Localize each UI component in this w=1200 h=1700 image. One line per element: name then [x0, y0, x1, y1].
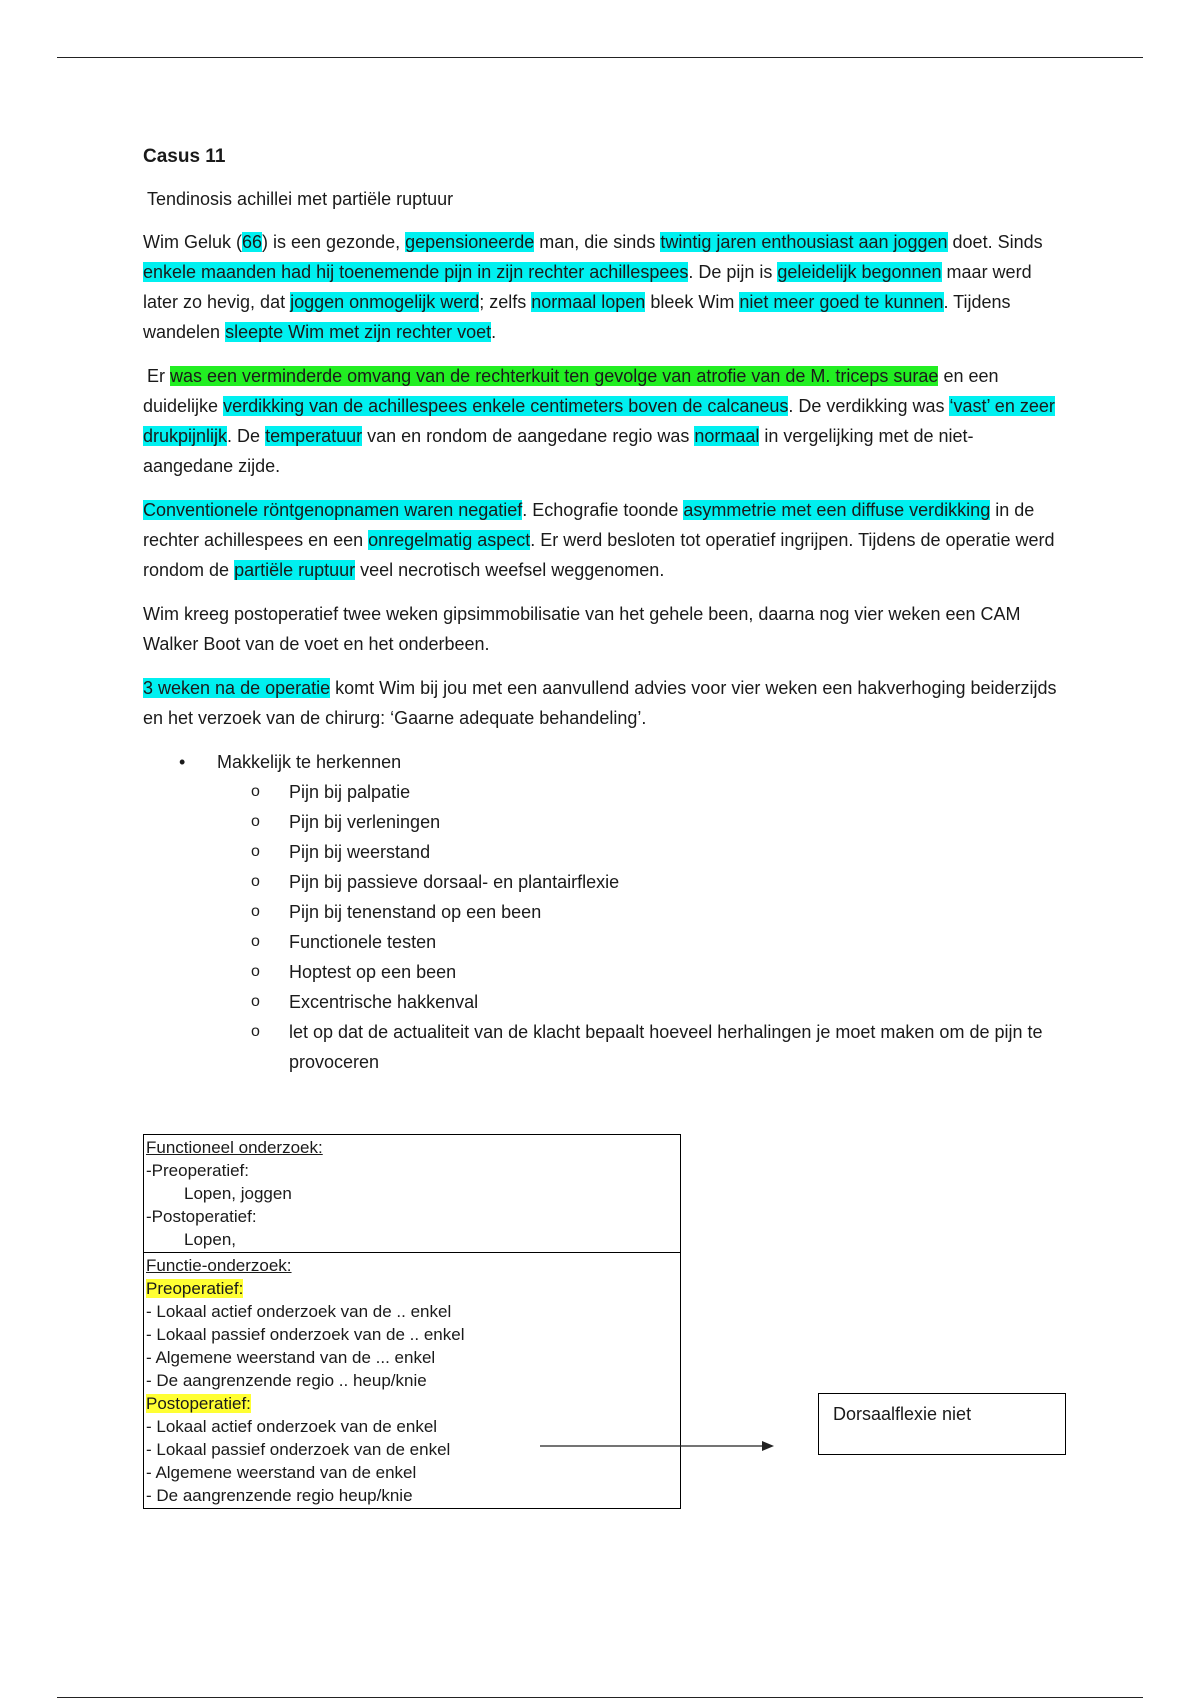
postoperatief-value: Lopen, [184, 1230, 236, 1249]
table-line: - De aangrenzende regio .. heup/knie [146, 1371, 427, 1390]
circle-bullet-icon: o [251, 963, 260, 980]
text-run: ) is een gezonde, [262, 232, 406, 252]
highlighted-text: asymmetrie met een diffuse verdikking [683, 500, 991, 520]
table-line: - Algemene weerstand van de ... enkel [146, 1348, 436, 1367]
circle-bullet-icon: o [251, 873, 260, 890]
table-line: - Lokaal passief onderzoek van de .. enkel [146, 1325, 465, 1344]
sub-list-item [251, 927, 1063, 957]
sub-list-text: Hoptest op een been [289, 962, 457, 982]
table-line: - Algemene weerstand van de enkel [146, 1463, 417, 1482]
highlighted-text: partiële ruptuur [234, 560, 356, 580]
highlighted-text: twintig jaren enthousiast aan joggen [660, 232, 948, 252]
preoperatief-value: Lopen, joggen [184, 1184, 292, 1203]
text-run: en een duidelijke [143, 366, 999, 416]
paragraph-referral [143, 673, 1063, 733]
preoperatief-label: -Preoperatief: [146, 1161, 249, 1180]
highlighted-text: sleepte Wim met zijn rechter voet [225, 322, 492, 342]
highlighted-text: Conventionele röntgenopnamen waren negatief [143, 500, 523, 520]
circle-bullet-icon: o [251, 993, 260, 1010]
sub-list-text: Pijn bij tenenstand op een been [289, 902, 542, 922]
text-run: komt Wim bij jou met een aanvullend advies voor vier weken een hakverhoging beiderzijds en het verzoek van de chirurg: ‘Gaarne adequate behandeling’. [143, 678, 1057, 728]
recognition-list [143, 747, 1063, 1077]
bullet-marker: • [179, 752, 186, 772]
highlighted-text: niet meer goed te kunnen [739, 292, 944, 312]
highlighted-text: normaal [694, 426, 760, 446]
circle-bullet-icon: o [251, 933, 260, 950]
document-title: Casus 11 [143, 146, 226, 167]
text-run: maar werd later zo hevig, dat [143, 262, 1032, 312]
functie-post-label: Postoperatief: [146, 1394, 251, 1413]
highlighted-text: temperatuur [265, 426, 363, 446]
highlighted-text: was een verminderde omvang van de rechterkuit ten gevolge van atrofie van de M. triceps surae [170, 366, 939, 386]
text-run: doet. Sinds [947, 232, 1043, 252]
text-run: in de rechter achillespees en een [143, 500, 1035, 550]
circle-bullet-icon: o [251, 783, 260, 800]
paragraph-postoperative [143, 599, 1063, 659]
list-item [179, 747, 1063, 1077]
text-run: Er [147, 366, 171, 386]
bullet-label: Makkelijk te herkennen [217, 752, 402, 772]
header-rule [57, 57, 1143, 58]
table-line: - De aangrenzende regio heup/knie [146, 1486, 413, 1505]
sub-list-text: Pijn bij verleningen [289, 812, 441, 832]
circle-bullet-icon: o [251, 813, 260, 830]
text-run: Wim Geluk ( [143, 232, 242, 252]
circle-bullet-icon: o [251, 843, 260, 860]
table-line: - Lokaal actief onderzoek van de .. enkel [146, 1302, 452, 1321]
sub-list-item [251, 837, 1063, 867]
text-run: . Tijdens wandelen [143, 292, 1011, 342]
text-run: bleek Wim [645, 292, 740, 312]
text-run: . Er werd besloten tot operatief ingrijpen. Tijdens de operatie werd rondom de [143, 530, 1055, 580]
sub-list-text: Pijn bij weerstand [289, 842, 431, 862]
sub-list-text: Pijn bij passieve dorsaal- en plantairflexie [289, 872, 620, 892]
sub-list-item [251, 807, 1063, 837]
functie-pre-label: Preoperatief: [146, 1279, 244, 1298]
sub-list-text: Pijn bij palpatie [289, 782, 411, 802]
text-run: . Echografie toonde [522, 500, 684, 520]
highlighted-text: gepensioneerde [405, 232, 535, 252]
sub-list-text: let op dat de actualiteit van de klacht bepaalt hoeveel herhalingen je moet maken om de pijn te provoceren [289, 1022, 1043, 1072]
sub-list-text: Functionele testen [289, 932, 437, 952]
footer-rule [57, 1697, 1143, 1698]
text-run: man, die sinds [534, 232, 661, 252]
note-box: Dorsaalflexie niet [818, 1393, 1066, 1455]
sub-list-item [251, 867, 1063, 897]
functie-post-label-row [146, 1392, 678, 1415]
text-run: ; zelfs [479, 292, 532, 312]
sub-list-item [251, 957, 1063, 987]
functioneel-onderzoek-cell [144, 1135, 680, 1252]
sub-list-text: Excentrische hakkenval [289, 992, 479, 1012]
sub-list [217, 777, 1063, 1077]
text-run: . De verdikking was [788, 396, 950, 416]
functie-heading: Functie-onderzoek: [146, 1256, 292, 1275]
sub-list-item [251, 987, 1063, 1017]
table-line: - Lokaal passief onderzoek van de enkel [146, 1440, 451, 1459]
highlighted-text: 3 weken na de operatie [143, 678, 331, 698]
highlighted-text: 66 [242, 232, 263, 252]
text-run: Wim kreeg postoperatief twee weken gipsimmobilisatie van het gehele been, daarna nog vier weken een CAM Walker Boot van de voet en het onderbeen. [143, 604, 1021, 654]
postoperatief-label: -Postoperatief: [146, 1207, 257, 1226]
text-run: . De pijn is [688, 262, 778, 282]
highlighted-text: geleidelijk begonnen [777, 262, 942, 282]
arrow-connector [540, 1436, 780, 1456]
functie-onderzoek-cell [144, 1252, 680, 1508]
document-body [143, 143, 1063, 1077]
text-run: . De [227, 426, 266, 446]
table-line: - Lokaal actief onderzoek van de enkel [146, 1417, 438, 1436]
functie-post-items [146, 1415, 678, 1507]
paragraph-imaging [143, 495, 1063, 585]
text-run: veel necrotisch weefsel weggenomen. [355, 560, 665, 580]
sub-list-item [251, 1017, 1063, 1077]
text-run: in vergelijking met de niet-aangedane zijde. [143, 426, 974, 476]
highlighted-text: joggen onmogelijk werd [290, 292, 480, 312]
functioneel-heading: Functioneel onderzoek: [146, 1138, 323, 1157]
circle-bullet-icon: o [251, 1023, 260, 1040]
sub-list-item [251, 777, 1063, 807]
highlighted-text: normaal lopen [531, 292, 646, 312]
text-run: . [491, 322, 497, 342]
sub-list-item [251, 897, 1063, 927]
paragraph-history [143, 227, 1063, 347]
highlighted-text: enkele maanden had hij toenemende pijn in zijn rechter achillespees [143, 262, 689, 282]
highlighted-text: onregelmatig aspect [368, 530, 531, 550]
paragraph-examination [143, 361, 1063, 481]
highlighted-text: ‘vast’ en zeer drukpijnlijk [143, 396, 1055, 446]
text-run: van en rondom de aangedane regio was [362, 426, 695, 446]
circle-bullet-icon: o [251, 903, 260, 920]
highlighted-text: verdikking van de achillespees enkele centimeters boven de calcaneus [223, 396, 789, 416]
functie-pre-label-row [146, 1277, 678, 1300]
document-subtitle: Tendinosis achillei met partiële ruptuur [147, 189, 454, 209]
functie-pre-items [146, 1300, 678, 1392]
